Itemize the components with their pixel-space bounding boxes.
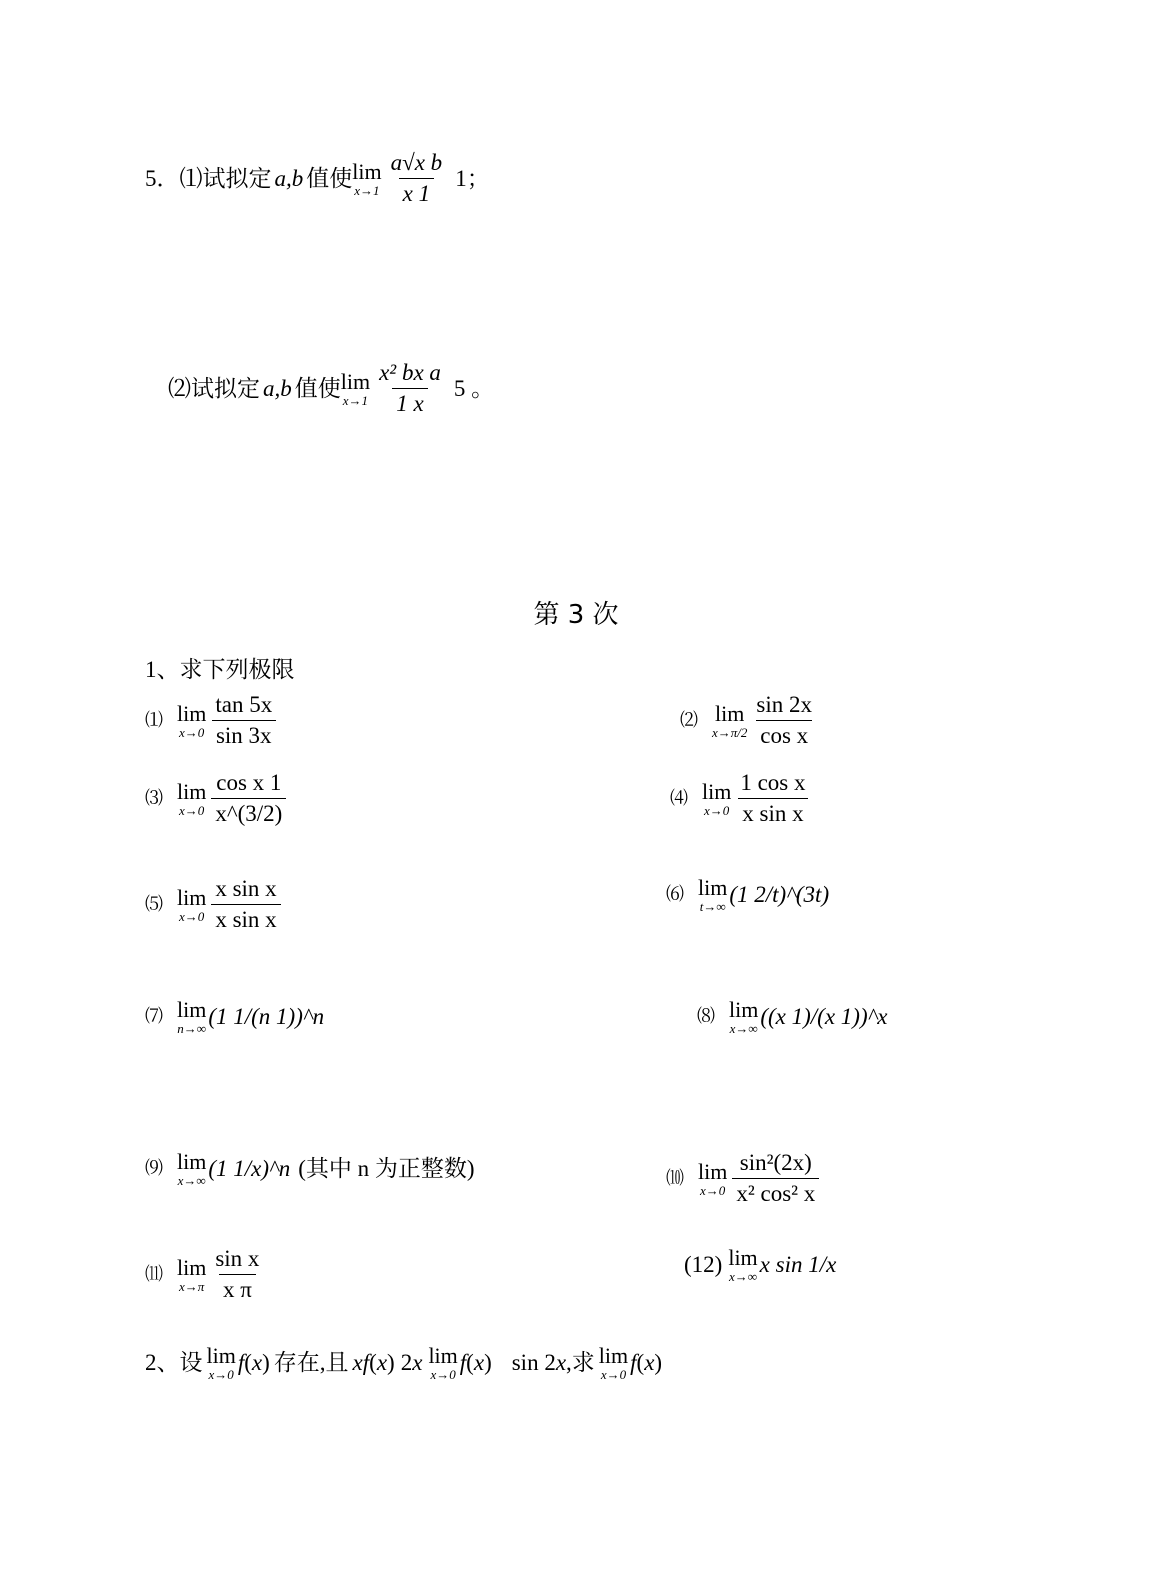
section-title: 第 3 次	[533, 600, 619, 630]
problem-5-part-1	[145, 150, 490, 207]
limit-item-5: ⑸ lim x→0 $\frac{\text{x sin x}}{\text{x sin x}}$	[145, 876, 284, 933]
problem-5-vars-2: a,b	[263, 375, 292, 401]
q2-text-2: 存在,且	[273, 1350, 349, 1375]
item-number: ⑷	[670, 787, 688, 809]
q2-text-3: ,求	[566, 1350, 595, 1375]
limit-item-2: ⑵ lim x→π/2 $\frac{\sin 2x}{\text{cos x}}$	[680, 692, 812, 748]
limit-item-8: ⑻ lim x→∞ ((x 1)/(x 1))^x	[697, 997, 888, 1036]
question-1-heading: 1、求下列极限	[145, 657, 295, 682]
item-number: ⑸	[145, 893, 163, 915]
q2-text-1: 2、设	[145, 1350, 203, 1375]
limit-rhs: 5 。	[453, 375, 495, 401]
problem-5-vars: a,b	[274, 165, 304, 191]
problem-5-label-2: ⑵试拟定	[168, 375, 260, 401]
item-number: ⑶	[145, 787, 163, 809]
limit-item-4: ⑷ lim x→0 $\frac{\text{1 cos x}}{\text{x sin x}}$	[670, 770, 813, 827]
limit-fraction: $\frac{\text{x² bx a}}{1 x}$	[379, 360, 441, 416]
limit-item-9: ⑼ lim x→∞ (1 1/x)^n (其中 n 为正整数)	[145, 1149, 475, 1188]
item-note: (其中 n 为正整数)	[298, 1156, 475, 1181]
limit-rhs: 1；	[455, 165, 490, 191]
item-number: ⑼	[145, 1158, 163, 1179]
problem-5-part-2	[168, 360, 494, 417]
item-number: ⑴	[145, 709, 163, 731]
item-number: (12)	[684, 1252, 723, 1277]
limit-item-10: ⑽ lim x→0 $\frac{\text{sin²(2x)}}{\text{x² cos² x}}$	[666, 1150, 822, 1207]
item-number: ⑻	[697, 1006, 715, 1027]
limit-operator: lim x→1	[340, 368, 371, 408]
limit-operator: lim x→1	[352, 158, 382, 198]
limit-item-11: ⑾ lim x→π $\frac{\text{sin x}}{\text{x π}}$	[145, 1246, 260, 1302]
item-number: ⑽	[666, 1167, 684, 1189]
limit-item-6: ⑹ lim t→∞ (1 2/t)^(3t)	[666, 875, 830, 914]
item-number: ⑺	[145, 1006, 163, 1027]
problem-5-mid: 值使	[306, 165, 353, 191]
question-2: 2、设 lim x→0 f ( x ) 存在,且 xf ( x ) 2x lim x→0 f ( x ) sin 2x ,求 lim x→0 f ( x )	[145, 1343, 663, 1382]
item-number: ⑾	[145, 1263, 163, 1285]
item-number: ⑵	[680, 709, 698, 731]
limit-item-1: ⑴ lim x→0 $\frac{\tan 5x}{\sin 3x}$	[145, 692, 279, 749]
problem-5-mid-2: 值使	[294, 375, 341, 401]
limit-item-12: (12) lim x→∞ x sin 1/x	[684, 1245, 837, 1284]
item-number: ⑹	[666, 884, 684, 905]
limit-item-7: ⑺ lim n→∞ (1 1/(n 1))^n	[145, 997, 325, 1036]
limit-item-3: ⑶ lim x→0 $\frac{\text{cos x 1}}{x\^{}(3/2)}$	[145, 770, 289, 827]
limit-fraction: $\frac{\text{a√x b}}{x 1}$	[390, 150, 443, 206]
problem-5-label: 5．⑴试拟定	[145, 165, 272, 191]
